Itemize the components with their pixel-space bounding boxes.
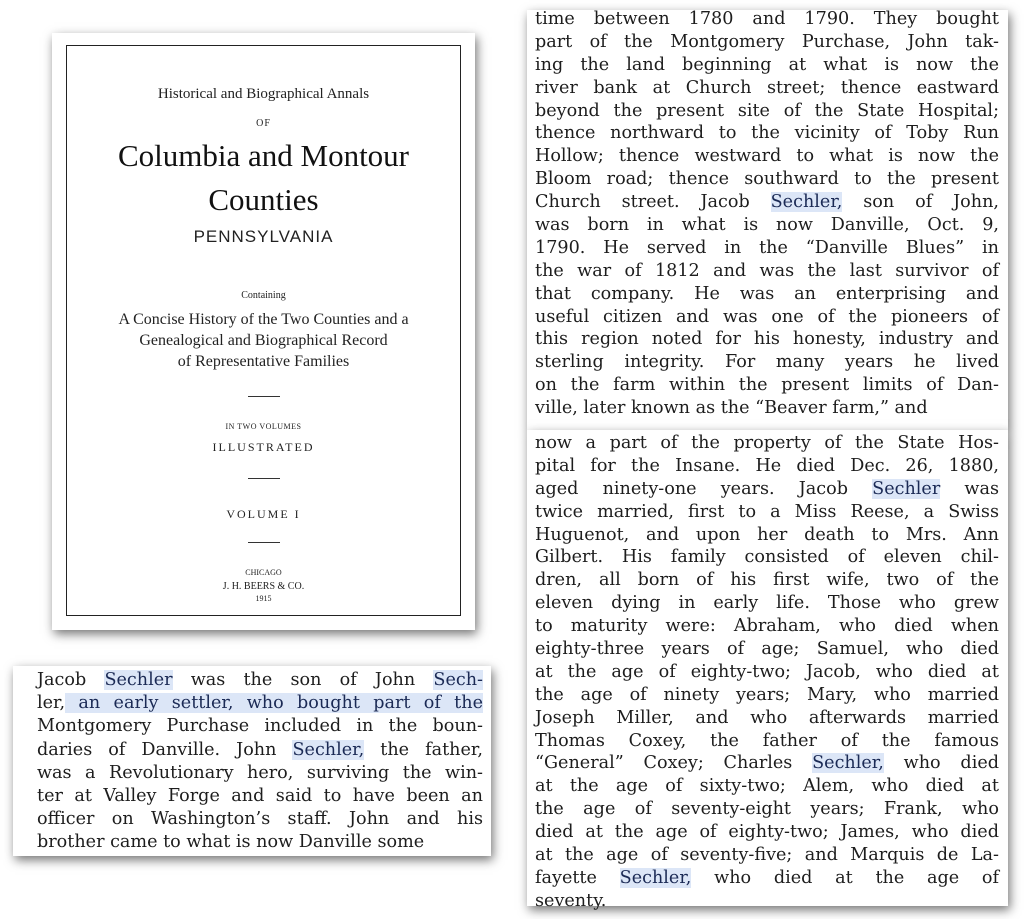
text-line — [535, 306, 999, 329]
text-segment: the age of ninety years; Mary, who married — [535, 684, 999, 705]
description-line-3: of Representative Families — [177, 353, 350, 370]
text-line — [535, 432, 999, 455]
text-segment: 1790. He served in the “Danville Blues” in — [535, 237, 999, 258]
text-line — [37, 692, 483, 715]
main-title-line-2: Counties — [208, 182, 319, 217]
text-segment: at the age of seventy-five; and Marquis de La- — [535, 845, 999, 866]
text-line — [535, 54, 999, 77]
biography-clipping-continued-2 — [527, 430, 1008, 911]
text-line — [535, 684, 999, 707]
text-line — [37, 762, 483, 785]
text-line — [535, 867, 999, 890]
text-line — [535, 615, 999, 638]
highlighted-surname: an early settler, who bought part of the — [65, 693, 483, 714]
text-segment: Bloom road; thence southward to the present — [535, 169, 999, 190]
text-segment: Gilbert. His family consisted of eleven chil- — [535, 547, 999, 568]
text-line — [535, 397, 999, 420]
title-page-clipping — [52, 33, 475, 630]
text-segment: officer on Washington’s staff. John and his — [37, 809, 483, 830]
highlighted-surname: Sechler, — [770, 192, 843, 213]
text-line — [535, 351, 999, 374]
text-segment: Church street. Jacob — [535, 192, 771, 213]
text-segment: part of the Montgomery Purchase, John tak- — [535, 31, 999, 52]
text-segment: ville, later known as the “Beaver farm,” and — [535, 398, 928, 419]
highlighted-surname: Sechler, — [619, 867, 692, 888]
text-segment: eighty-three years of age; Samuel, who died — [535, 639, 999, 660]
text-segment: brother came to what is now Danville some — [37, 832, 425, 853]
text-segment: this region noted for his honesty, industry and — [535, 329, 999, 350]
text-line — [37, 808, 483, 831]
main-title-line-1: Columbia and Montour — [117, 138, 410, 173]
text-line — [535, 752, 999, 775]
text-segment: on the farm within the present limits of Dan- — [535, 375, 999, 396]
description-line-1: A Concise History of the Two Counties and a — [118, 311, 409, 328]
text-segment: “General” Coxey; Charles — [535, 753, 813, 774]
text-line — [535, 31, 999, 54]
text-line — [37, 715, 483, 738]
biography-clipping-continued-1 — [527, 10, 1008, 430]
text-line — [535, 707, 999, 730]
highlighted-surname: Sechler, — [292, 739, 365, 760]
publisher-name: J. H. BEERS & CO. — [222, 581, 305, 592]
text-line — [535, 546, 999, 569]
highlighted-surname: Sech- — [433, 670, 484, 690]
volumes-note: IN TWO VOLUMES — [225, 422, 302, 431]
text-segment: now a part of the property of the State Hos- — [535, 433, 999, 453]
text-segment: at the age of eighty-two; Jacob, who died at — [535, 661, 999, 682]
text-line — [535, 569, 999, 592]
text-segment: useful citizen and was one of the pioneers of — [535, 306, 999, 327]
text-line — [535, 821, 999, 844]
text-line — [535, 328, 999, 351]
divider — [248, 542, 280, 543]
text-segment: the father, — [364, 739, 483, 760]
title-page-border — [66, 45, 461, 616]
text-line — [37, 669, 483, 692]
text-line — [37, 739, 483, 762]
text-segment: that company. He was an enterprising and — [535, 283, 999, 304]
text-line — [535, 524, 999, 547]
title-of: OF — [256, 118, 271, 129]
text-segment: was — [940, 478, 999, 499]
text-segment: was a Revolutionary hero, surviving the win- — [37, 762, 483, 783]
text-line — [535, 237, 999, 260]
text-segment: thence northward to the vicinity of Toby Run — [535, 123, 999, 144]
text-line — [535, 374, 999, 397]
divider — [248, 478, 280, 479]
volume-number: VOLUME I — [226, 507, 301, 521]
biography-text — [535, 8, 999, 420]
text-segment: ter at Valley Forge and said to have been an — [37, 785, 483, 806]
text-segment: twice married, first to a Miss Reese, a Swiss — [535, 501, 999, 522]
title-line: Historical and Biographical Annals — [157, 86, 370, 102]
text-line — [535, 100, 999, 123]
text-segment: was born in what is now Danville, Oct. 9, — [535, 215, 999, 236]
text-segment: fayette — [535, 867, 620, 888]
text-segment: daries of Danville. John — [37, 739, 293, 760]
highlighted-surname: Sechler — [872, 478, 941, 499]
text-segment: Montgomery Purchase included in the boun- — [37, 716, 483, 737]
text-segment: seventy. — [535, 890, 607, 911]
text-line — [37, 831, 483, 854]
text-segment: aged ninety-one years. Jacob — [535, 478, 873, 499]
text-segment: time between 1780 and 1790. They bought — [535, 9, 999, 29]
text-segment: Jacob — [37, 670, 105, 690]
text-line — [535, 501, 999, 524]
text-segment: Huguenot, and upon her death to Mrs. Ann — [535, 524, 999, 545]
text-line — [37, 785, 483, 808]
text-line — [535, 592, 999, 615]
text-segment: ing the land beginning at what is now the — [535, 54, 999, 75]
text-line — [535, 890, 999, 913]
text-segment: who died — [883, 753, 999, 774]
text-line — [535, 730, 999, 753]
divider — [248, 396, 280, 397]
text-segment: river bank at Church street; thence eastward — [535, 77, 999, 98]
text-segment: eleven dying in early life. Those who grew — [535, 593, 999, 614]
text-segment: Joseph Miller, and who afterwards married — [535, 707, 999, 728]
text-line — [535, 168, 999, 191]
text-line — [535, 122, 999, 145]
text-segment: dren, all born of his first wife, two of the — [535, 570, 999, 591]
text-segment: ler, — [37, 693, 66, 714]
text-line — [535, 145, 999, 168]
text-segment: died at the age of eighty-two; James, who died — [535, 822, 999, 843]
text-line — [535, 478, 999, 501]
illustrated-label: ILLUSTRATED — [212, 440, 315, 454]
text-segment: to maturity were: Abraham, who died when — [535, 616, 999, 637]
state-name: PENNSYLVANIA — [193, 227, 334, 246]
publisher-city: CHICAGO — [245, 568, 282, 577]
text-segment: beyond the present site of the State Hospital; — [535, 100, 999, 121]
text-line — [535, 798, 999, 821]
text-line — [535, 638, 999, 661]
text-segment: pital for the Insane. He died Dec. 26, 1880, — [535, 455, 999, 476]
text-line — [535, 77, 999, 100]
text-segment: son of John, — [842, 192, 999, 213]
text-segment: Thomas Coxey, the father of the famous — [535, 730, 999, 751]
text-line — [535, 283, 999, 306]
text-segment: who died at the age of — [691, 867, 999, 888]
description-line-2: Genealogical and Biographical Record — [139, 332, 388, 349]
text-segment: the age of seventy-eight years; Frank, who — [535, 799, 999, 820]
text-line — [535, 455, 999, 478]
text-line — [535, 214, 999, 237]
containing-label: Containing — [241, 290, 286, 301]
text-segment: the war of 1812 and was the last survivor of — [535, 260, 999, 281]
biography-text — [535, 432, 999, 913]
highlighted-surname: Sechler — [104, 670, 173, 690]
biography-text — [37, 669, 483, 855]
text-segment: was the son of John — [172, 670, 434, 690]
text-line — [535, 844, 999, 867]
text-segment: sterling integrity. For many years he lived — [535, 352, 999, 373]
text-line — [535, 775, 999, 798]
text-segment: at the age of sixty-two; Alem, who died at — [535, 776, 999, 797]
text-line — [535, 661, 999, 684]
text-line — [535, 8, 999, 31]
highlighted-surname: Sechler, — [812, 753, 884, 774]
text-segment: Hollow; thence westward to what is now the — [535, 146, 999, 167]
text-line — [535, 191, 999, 214]
text-line — [535, 260, 999, 283]
publication-year: 1915 — [255, 594, 272, 603]
biography-clipping-start — [13, 666, 491, 856]
